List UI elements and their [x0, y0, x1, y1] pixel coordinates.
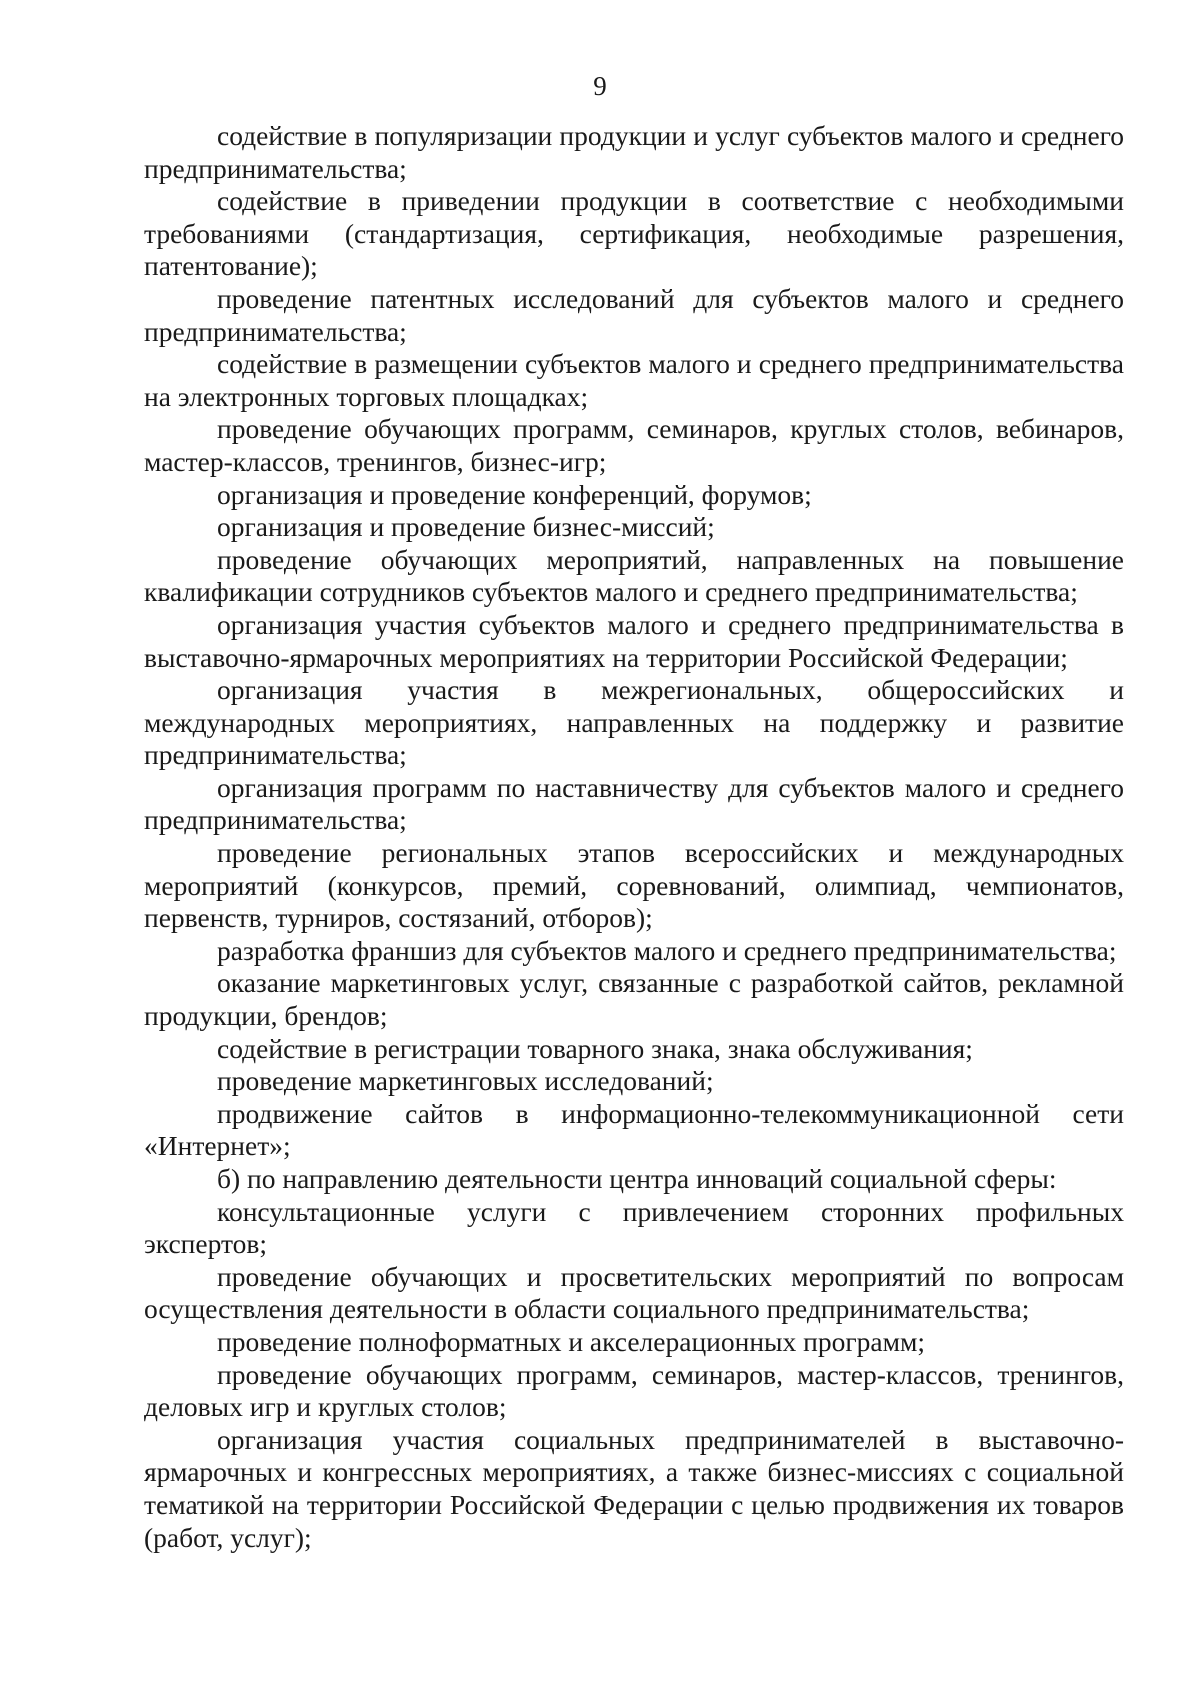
- paragraph: консультационные услуги с привлечением сторонних профильных экспертов;: [144, 1195, 1124, 1260]
- paragraph: проведение обучающих и просветительских мероприятий по вопросам осуществления деятельности в области социального предпринимательства;: [144, 1260, 1124, 1325]
- paragraph: содействие в популяризации продукции и услуг субъектов малого и среднего предпринимательства;: [144, 120, 1124, 184]
- paragraph: проведение региональных этапов всероссийских и международных мероприятий (конкурсов, премий, соревнований, олимпиад, чемпионатов, первенств, турниров, состязаний, отборов);: [144, 837, 1124, 934]
- paragraph: проведение обучающих программ, семинаров, круглых столов, вебинаров, мастер-классов, тренингов, бизнес-игр;: [144, 413, 1124, 477]
- paragraph: продвижение сайтов в информационно-телекоммуникационной сети «Интернет»;: [144, 1097, 1124, 1162]
- paragraph: проведение патентных исследований для субъектов малого и среднего предпринимательства;: [144, 282, 1124, 347]
- paragraph: оказание маркетинговых услуг, связанные с разработкой сайтов, рекламной продукции, брендов;: [144, 967, 1124, 1032]
- paragraph: организация участия в межрегиональных, общероссийских и международных мероприятиях, направленных на поддержку и развитие предпринимательства;: [144, 674, 1124, 771]
- paragraph: проведение маркетинговых исследований;: [217, 1065, 714, 1097]
- paragraph: разработка франшиз для субъектов малого и среднего предпринимательства;: [217, 934, 1117, 966]
- document-body: [144, 120, 1124, 1554]
- paragraph: организация и проведение бизнес-миссий;: [217, 511, 715, 543]
- paragraph: организация и проведение конференций, форумов;: [217, 478, 812, 510]
- paragraph: содействие в приведении продукции в соответствие с необходимыми требованиями (стандартизация, сертификация, необходимые разрешения, патентование);: [144, 185, 1124, 282]
- paragraph: содействие в размещении субъектов малого и среднего предпринимательства на электронных торговых площадках;: [144, 348, 1124, 412]
- paragraph: организация программ по наставничеству для субъектов малого и среднего предпринимательства;: [144, 771, 1124, 836]
- paragraph: проведение полноформатных и акселерационных программ;: [217, 1325, 926, 1357]
- paragraph: организация участия социальных предпринимателей в выставочно-ярмарочных и конгрессных мероприятиях, а также бизнес-миссиях с социальной тематикой на территории Российской Федерации с целью продвижения их товаров (работ, услуг);: [144, 1423, 1124, 1553]
- paragraph: содействие в регистрации товарного знака, знака обслуживания;: [217, 1032, 973, 1064]
- paragraph: проведение обучающих программ, семинаров, мастер-классов, тренингов, деловых игр и круглых столов;: [144, 1358, 1124, 1423]
- paragraph: проведение обучающих мероприятий, направленных на повышение квалификации сотрудников субъектов малого и среднего предпринимательства;: [144, 543, 1124, 608]
- paragraph: организация участия субъектов малого и среднего предпринимательства в выставочно-ярмарочных мероприятиях на территории Российской Федерации;: [144, 608, 1124, 673]
- section-heading: б) по направлению деятельности центра инноваций социальной сферы:: [217, 1163, 1057, 1194]
- page-number: 9: [593, 71, 607, 101]
